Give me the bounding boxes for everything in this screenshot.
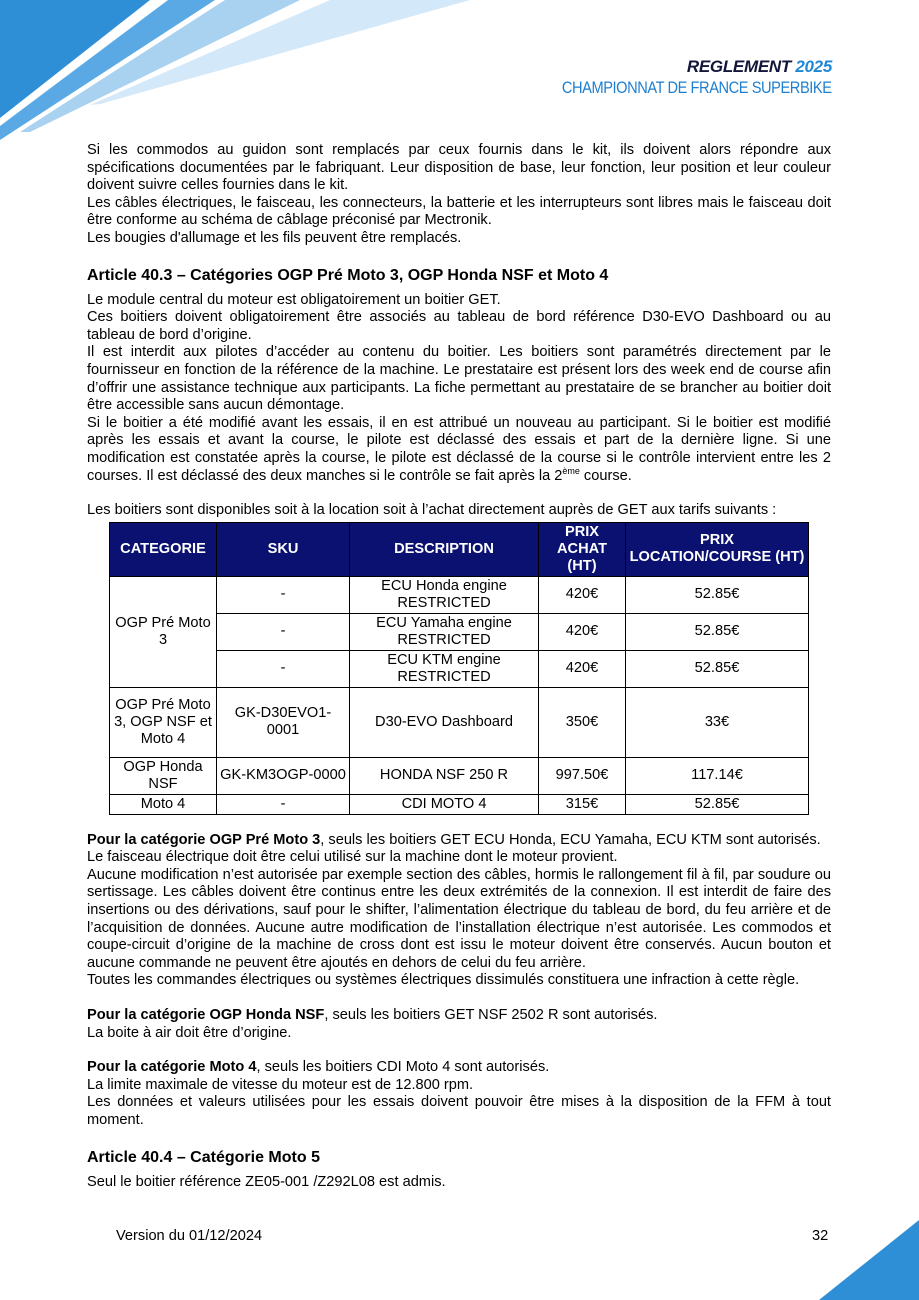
cell-sku: GK-D30EVO1-0001: [217, 687, 350, 757]
cell-category: OGP Honda NSF: [110, 757, 217, 794]
cell-description: HONDA NSF 250 R: [350, 757, 539, 794]
page-number: 32: [812, 1228, 829, 1244]
cell-location: 52.85€: [626, 576, 809, 613]
header-sku: SKU: [217, 522, 350, 576]
moto4-rest: , seuls les boitiers CDI Moto 4 sont autorisés.: [256, 1059, 550, 1076]
header-prix-achat: PRIX ACHAT (HT): [539, 522, 626, 576]
article-40-3-paragraph-1: Le module central du moteur est obligatoirement un boitier GET.: [87, 291, 501, 308]
document-header: [518, 58, 832, 97]
article-40-3-modification-paragraph: [87, 415, 831, 485]
table-row: [110, 794, 809, 814]
header-prix-location: PRIX LOCATION/COURSE (HT): [626, 522, 809, 576]
honda-nsf-bold: Pour la catégorie OGP Honda NSF: [87, 1007, 325, 1024]
cell-category: OGP Pré Moto 3: [110, 576, 217, 687]
modification-text: Si le boitier a été modifié avant les essais, il en est attribué un nouveau au participant. Si le boitier est modifié après les essais et avant la course, le pilote est déclassé des essais et part de la dernière ligne. Si une modification est constatée après la course, le pilote est déclassé de la course si le contrôle intervient entre les 2 courses. Il est déclassé des deux manches si le contrôle se fait après la 2: [87, 414, 831, 484]
moto4-paragraph-1: La limite maximale de vitesse du moteur est de 12.800 rpm.: [87, 1076, 474, 1093]
page-content: [87, 142, 831, 1191]
moto4-bold: Pour la catégorie Moto 4: [87, 1059, 257, 1076]
cell-location: 52.85€: [626, 613, 809, 650]
cell-location: 33€: [626, 687, 809, 757]
article-40-3-paragraph-2: Ces boitiers doivent obligatoirement être associés au tableau de bord référence D30-EVO Dashboard ou au tableau de bord d’origine.: [87, 309, 831, 343]
cell-achat: 997.50€: [539, 757, 626, 794]
header-description: DESCRIPTION: [350, 522, 539, 576]
footer-version: Version du 01/12/2024: [116, 1228, 263, 1244]
pre-moto3-intro: [87, 832, 831, 850]
table-row: [110, 576, 809, 613]
cell-sku: GK-KM3OGP-0000: [217, 757, 350, 794]
pre-moto3-paragraph-3: Toutes les commandes électriques ou systèmes électriques dissimulés constituera une infraction à cette règle.: [87, 972, 800, 989]
article-40-3-heading: Article 40.3 – Catégories OGP Pré Moto 3, OGP Honda NSF et Moto 4: [87, 266, 609, 284]
honda-nsf-rest: , seuls les boitiers GET NSF 2502 R sont autorisés.: [324, 1007, 658, 1024]
cell-achat: 420€: [539, 613, 626, 650]
cell-description: CDI MOTO 4: [350, 794, 539, 814]
superscript: ème: [562, 465, 580, 476]
table-header-row: [110, 522, 809, 576]
moto4-paragraph-2: Les données et valeurs utilisées pour les essais doivent pouvoir être mises à la disposition de la FFM à tout moment.: [87, 1094, 831, 1128]
moto4-intro: [87, 1059, 831, 1077]
article-40-4-paragraph: Seul le boitier référence ZE05-001 /Z292L08 est admis.: [87, 1173, 446, 1190]
cell-category: Moto 4: [110, 794, 217, 814]
cell-location: 117.14€: [626, 757, 809, 794]
intro-paragraph-1: Si les commodos au guidon sont remplacés par ceux fournis dans le kit, ils doivent alors répondre aux spécifications documentées par le fabriquant. Leur disposition de base, leur fonction, leur position et leur couleur doivent suivre celles fournies dans le kit.: [87, 142, 831, 194]
header-subtitle: CHAMPIONNAT DE FRANCE SUPERBIKE: [562, 77, 832, 97]
article-40-3-paragraph-3: Il est interdit aux pilotes d’accéder au contenu du boitier. Les boitiers sont paramétrés directement par le fournisseur en fonction de la référence de la machine. Le prestataire est présent lors des week end de course afin d’offrir une assistance technique aux participants. La fiche permettant au prestataire de se brancher au boitier doit être accessible sans aucun démontage.: [87, 344, 831, 414]
table-row: [110, 687, 809, 757]
header-title-word: REGLEMENT: [686, 57, 791, 76]
pre-moto3-rest: , seuls les boitiers GET ECU Honda, ECU Yamaha, ECU KTM sont autorisés.: [320, 831, 821, 848]
cell-description: ECU KTM engine RESTRICTED: [350, 650, 539, 687]
table-intro: Les boitiers sont disponibles soit à la location soit à l’achat directement auprès de GET aux tarifs suivants :: [87, 502, 777, 519]
pre-moto3-paragraph-1: Le faisceau électrique doit être celui utilisé sur la machine dont le moteur provient.: [87, 849, 618, 866]
header-categorie: CATEGORIE: [110, 522, 217, 576]
cell-achat: 315€: [539, 794, 626, 814]
cell-sku: -: [217, 613, 350, 650]
intro-paragraph-3: Les bougies d'allumage et les fils peuvent être remplacés.: [87, 229, 462, 246]
cell-description: ECU Honda engine RESTRICTED: [350, 576, 539, 613]
header-title-year: 2025: [795, 57, 832, 76]
header-title: [518, 58, 832, 76]
honda-nsf-intro: [87, 1007, 831, 1025]
header-decoration: [0, 0, 480, 150]
cell-sku: -: [217, 794, 350, 814]
cell-location: 52.85€: [626, 794, 809, 814]
cell-sku: -: [217, 650, 350, 687]
table-row: [110, 757, 809, 794]
pre-moto3-bold: Pour la catégorie OGP Pré Moto 3: [87, 831, 321, 848]
intro-paragraph-2: Les câbles électriques, le faisceau, les connecteurs, la batterie et les interrupteurs sont libres mais le faisceau doit être conforme au schéma de câblage préconisé par Mectronik.: [87, 194, 831, 229]
cell-achat: 420€: [539, 650, 626, 687]
honda-nsf-paragraph-1: La boite à air doit être d’origine.: [87, 1024, 292, 1041]
cell-sku: -: [217, 576, 350, 613]
cell-location: 52.85€: [626, 650, 809, 687]
footer-decoration: [819, 1220, 919, 1300]
cell-description: D30-EVO Dashboard: [350, 687, 539, 757]
article-40-4-heading: Article 40.4 – Catégorie Moto 5: [87, 1148, 320, 1166]
cell-achat: 420€: [539, 576, 626, 613]
modification-text-end: course.: [579, 467, 632, 484]
pricing-table: [109, 522, 809, 815]
cell-achat: 350€: [539, 687, 626, 757]
cell-description: ECU Yamaha engine RESTRICTED: [350, 613, 539, 650]
pre-moto3-paragraph-2: Aucune modification n’est autorisée par exemple section des câbles, hormis le rallongement fil à fil, par soudure ou sertissage. Les câbles doivent être continus entre les deux extrémités de la connexion. Il est interdit de faire des insertions ou des dérivations, sauf pour le shifter, l’alimentation électrique du tableau de bord, du feu arrière et de l’acquisition de données. Aucune autre modification de l’installation électrique n’est autorisée. Les commodos et coupe-circuit d’origine de la machine de cross dont est issu le moteur doivent être conservés. Aucun bouton et aucune commande ne peuvent être ajoutés en dehors de celui du feu arrière.: [87, 866, 831, 971]
cell-category: OGP Pré Moto 3, OGP NSF et Moto 4: [110, 687, 217, 757]
